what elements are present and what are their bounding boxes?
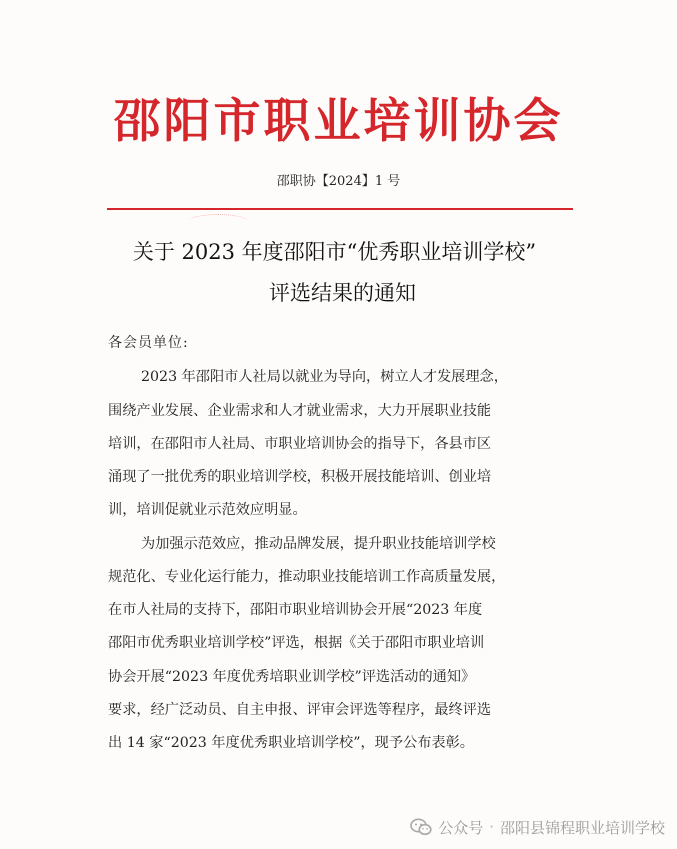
paragraph-2-line: 出 14 家“2023 年度优秀职业培训学校”，现予公布表彰。 [108,735,474,751]
faint-stamp-mark [188,214,248,229]
watermark-account: 邵阳县锦程职业培训学校 [499,818,665,837]
paragraph-2-line: 为加强示范效应，推动品牌发展，提升职业技能培训学校 [141,536,496,552]
paragraph-1-line: 涌现了一批优秀的职业培训学校，积极开展技能培训、创业培 [108,469,492,485]
paragraph-1-line: 培训，在邵阳市人社局、市职业培训协会的指导下，各县市区 [108,436,492,452]
wechat-watermark [410,813,665,841]
paragraph-1-line: 2023 年邵阳市人社局以就业为导向，树立人才发展理念， [141,369,508,385]
paragraph-1-line: 训，培训促就业示范效应明显。 [108,502,307,518]
notice-title-line-1: 关于 2023 年度邵阳市“优秀职业培训学校” [132,240,537,264]
paragraph-2-line: 在市人社局的支持下，邵阳市职业培训协会开展“2023 年度 [108,602,483,618]
watermark-channel: 公众号 [438,818,484,837]
paragraph-2-line: 规范化、专业化运行能力，推动职业技能培训工作高质量发展， [108,569,506,585]
paragraph-2-line: 协会开展“2023 年度优秀培职业训学校”评选活动的通知》 [108,669,476,685]
paragraph-1-line: 围绕产业发展、企业需求和人才就业需求，大力开展职业技能 [108,403,492,419]
salutation: 各会员单位: [108,335,189,351]
paragraph-2-line: 要求，经广泛动员、自主申报、评审会评选等程序，最终评选 [108,702,492,718]
paragraph-2-line: 邵阳市优秀职业培训学校”评选，根据《关于邵阳市职业培训 [108,635,485,651]
wechat-icon [410,818,432,836]
notice-title-line-2: 评选结果的通知 [269,281,416,305]
watermark-separator: · [489,818,494,836]
red-divider-line [107,208,573,210]
organization-title: 邵阳市职业培训协会 [113,94,564,149]
document-number: 邵职协【2024】1 号 [276,174,401,189]
